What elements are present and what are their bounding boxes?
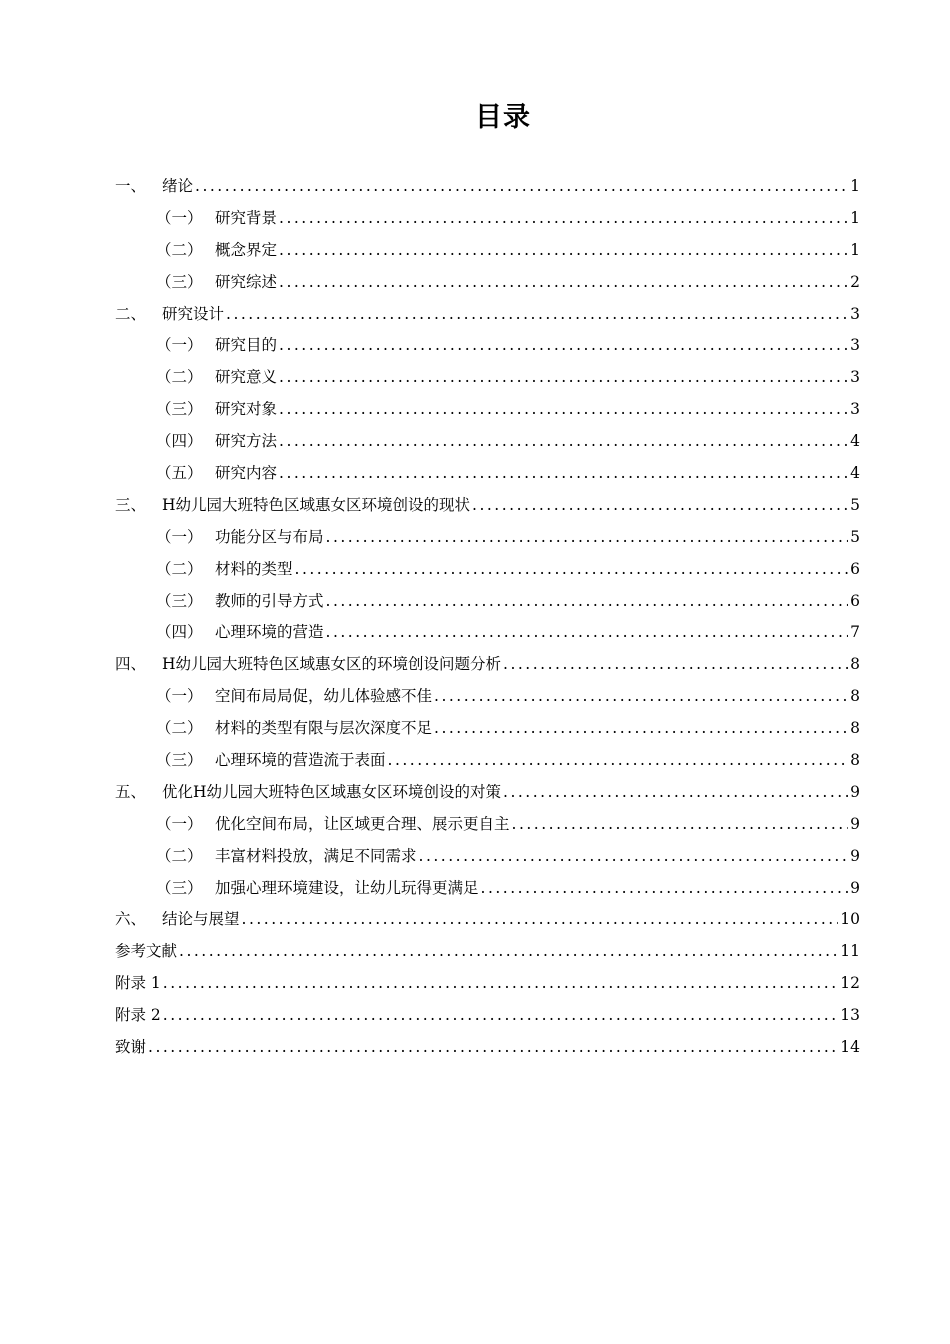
toc-entry-page: 1 xyxy=(850,240,860,259)
toc-dot-leader xyxy=(279,464,848,482)
toc-entry[interactable] xyxy=(115,939,860,971)
toc-entry-page: 8 xyxy=(850,719,860,738)
toc-entry-page: 8 xyxy=(850,655,860,674)
toc-entry-title: 附录 1 xyxy=(115,974,161,993)
toc-dot-leader xyxy=(295,560,849,578)
toc-entry-number: 四、 xyxy=(115,655,147,674)
toc-entry-title: 教师的引导方式 xyxy=(215,591,324,610)
toc-entry-number: （三） xyxy=(156,878,203,897)
toc-subentry[interactable] xyxy=(115,812,860,844)
toc-entry-page: 1 xyxy=(850,177,860,195)
toc-entry-title: 附录 2 xyxy=(115,1006,161,1025)
toc-entry-title: 研究设计 xyxy=(162,304,225,323)
toc-subentry[interactable] xyxy=(115,844,860,876)
toc-dot-leader xyxy=(279,432,848,450)
toc-entry-number: （三） xyxy=(156,400,203,419)
toc-dot-leader xyxy=(279,336,848,354)
toc-subentry[interactable] xyxy=(115,238,860,270)
toc-entry[interactable] xyxy=(115,652,860,684)
toc-entry-page: 8 xyxy=(850,687,860,706)
toc-entry-number: （二） xyxy=(156,559,203,578)
toc-entry-number: （二） xyxy=(156,719,203,738)
toc-entry[interactable] xyxy=(115,493,860,525)
toc-subentry[interactable] xyxy=(115,397,860,429)
toc-entry-title: 参考文献 xyxy=(115,942,178,961)
toc-entry-title: 研究综述 xyxy=(215,272,278,291)
toc-dot-leader xyxy=(279,273,848,291)
toc-entry-page: 9 xyxy=(850,814,860,833)
toc-entry-number: （一） xyxy=(156,208,203,227)
toc-entry-title: 心理环境的营造流于表面 xyxy=(215,751,386,770)
toc-entry-page: 11 xyxy=(840,942,860,961)
toc-subentry[interactable] xyxy=(115,589,860,621)
toc-entry-title: 加强心理环境建设，让幼儿玩得更满足 xyxy=(215,878,479,897)
toc-entry-page: 4 xyxy=(850,432,860,451)
toc-dot-leader xyxy=(481,879,849,897)
toc-entry-page: 9 xyxy=(850,782,860,801)
toc-entry-title: 研究意义 xyxy=(215,368,278,387)
toc-entry-number: （一） xyxy=(156,814,203,833)
toc-subentry[interactable] xyxy=(115,206,860,238)
toc-dot-leader xyxy=(326,623,849,641)
toc-entry-page: 3 xyxy=(850,336,860,355)
toc-dot-leader xyxy=(434,687,848,705)
toc-dot-leader xyxy=(326,528,849,546)
toc-entry-title: H幼儿园大班特色区域惠女区环境创设的现状 xyxy=(162,495,471,514)
table-of-contents xyxy=(115,174,860,1067)
toc-entry-number: （三） xyxy=(156,751,203,770)
toc-dot-leader xyxy=(148,1038,838,1056)
toc-subentry[interactable] xyxy=(115,716,860,748)
toc-dot-leader xyxy=(388,751,849,769)
toc-entry-number: （二） xyxy=(156,240,203,259)
toc-entry-title: 致谢 xyxy=(115,1038,147,1057)
toc-entry[interactable] xyxy=(115,780,860,812)
toc-dot-leader xyxy=(279,400,848,418)
toc-subentry[interactable] xyxy=(115,365,860,397)
toc-subentry[interactable] xyxy=(115,525,860,557)
toc-entry-title: 材料的类型有限与层次深度不足 xyxy=(215,719,433,738)
toc-dot-leader xyxy=(419,847,849,865)
toc-entry-number: （四） xyxy=(156,623,203,642)
toc-dot-leader xyxy=(195,177,848,195)
toc-entry-page: 7 xyxy=(850,623,860,642)
toc-entry-title: H幼儿园大班特色区域惠女区的环境创设问题分析 xyxy=(162,655,502,674)
toc-entry-page: 5 xyxy=(850,527,860,546)
toc-entry-number: 三、 xyxy=(115,495,147,514)
toc-dot-leader xyxy=(434,719,848,737)
toc-entry-title: 概念界定 xyxy=(215,240,278,259)
toc-entry-page: 3 xyxy=(850,304,860,323)
toc-entry-page: 8 xyxy=(850,751,860,770)
toc-entry-title: 研究目的 xyxy=(215,336,278,355)
toc-entry-page: 9 xyxy=(850,846,860,865)
toc-entry-number: 二、 xyxy=(115,304,147,323)
toc-entry-title: 功能分区与布局 xyxy=(215,527,324,546)
toc-entry-number: （二） xyxy=(156,368,203,387)
toc-entry[interactable] xyxy=(115,1003,860,1035)
toc-dot-leader xyxy=(279,241,848,259)
toc-entry-title: 丰富材料投放，满足不同需求 xyxy=(215,846,417,865)
toc-entry-number: 六、 xyxy=(115,910,147,929)
toc-entry-title: 绪论 xyxy=(162,177,194,195)
toc-entry-page: 2 xyxy=(850,272,860,291)
toc-entry-page: 10 xyxy=(840,910,860,929)
toc-dot-leader xyxy=(512,815,849,833)
toc-subentry[interactable] xyxy=(115,876,860,908)
toc-subentry[interactable] xyxy=(115,620,860,652)
toc-dot-leader xyxy=(326,592,849,610)
toc-entry-number: （一） xyxy=(156,527,203,546)
toc-entry-page: 5 xyxy=(850,495,860,514)
toc-dot-leader xyxy=(242,910,839,928)
toc-subentry[interactable] xyxy=(115,461,860,493)
page-title: 目录 xyxy=(475,102,531,133)
toc-entry-page: 9 xyxy=(850,878,860,897)
toc-dot-leader xyxy=(163,974,838,992)
toc-entry-page: 1 xyxy=(850,208,860,227)
toc-entry-title: 心理环境的营造 xyxy=(215,623,324,642)
toc-dot-leader xyxy=(472,496,848,514)
toc-dot-leader xyxy=(163,1006,838,1024)
toc-entry-page: 12 xyxy=(840,974,860,993)
toc-dot-leader xyxy=(503,783,848,801)
toc-entry-number: （一） xyxy=(156,687,203,706)
toc-dot-leader xyxy=(226,305,848,323)
toc-entry-title: 空间布局局促，幼儿体验感不佳 xyxy=(215,687,433,706)
toc-subentry[interactable] xyxy=(115,333,860,365)
toc-subentry[interactable] xyxy=(115,557,860,589)
toc-entry-title: 优化空间布局，让区域更合理、展示更自主 xyxy=(215,814,510,833)
toc-dot-leader xyxy=(179,942,838,960)
toc-entry-page: 6 xyxy=(850,591,860,610)
toc-entry-number: （三） xyxy=(156,591,203,610)
toc-dot-leader xyxy=(279,209,848,227)
toc-entry-number: 五、 xyxy=(115,782,147,801)
toc-subentry[interactable] xyxy=(115,270,860,302)
toc-entry-title: 研究背景 xyxy=(215,208,278,227)
toc-entry-page: 4 xyxy=(850,464,860,483)
toc-entry-number: 一、 xyxy=(115,177,147,195)
toc-entry[interactable] xyxy=(115,302,860,334)
toc-entry-title: 研究对象 xyxy=(215,400,278,419)
toc-subentry[interactable] xyxy=(115,684,860,716)
toc-dot-leader xyxy=(279,368,848,386)
toc-entry[interactable] xyxy=(115,174,860,206)
toc-entry-title: 优化H幼儿园大班特色区域惠女区环境创设的对策 xyxy=(162,782,502,801)
toc-subentry[interactable] xyxy=(115,748,860,780)
toc-entry-number: （五） xyxy=(156,464,203,483)
toc-entry-title: 研究方法 xyxy=(215,432,278,451)
toc-entry-title: 研究内容 xyxy=(215,464,278,483)
toc-entry-number: （四） xyxy=(156,432,203,451)
toc-entry[interactable] xyxy=(115,907,860,939)
toc-entry-title: 材料的类型 xyxy=(215,559,293,578)
toc-entry-page: 3 xyxy=(850,368,860,387)
toc-entry-number: （三） xyxy=(156,272,203,291)
toc-entry-number: （二） xyxy=(156,846,203,865)
toc-entry[interactable] xyxy=(115,1035,860,1067)
toc-entry-number: （一） xyxy=(156,336,203,355)
toc-entry-page: 3 xyxy=(850,400,860,419)
toc-entry-page: 14 xyxy=(840,1038,860,1057)
toc-subentry[interactable] xyxy=(115,429,860,461)
toc-dot-leader xyxy=(503,655,848,673)
toc-entry-page: 13 xyxy=(840,1006,860,1025)
toc-entry[interactable] xyxy=(115,971,860,1003)
toc-entry-page: 6 xyxy=(850,559,860,578)
toc-entry-title: 结论与展望 xyxy=(162,910,240,929)
